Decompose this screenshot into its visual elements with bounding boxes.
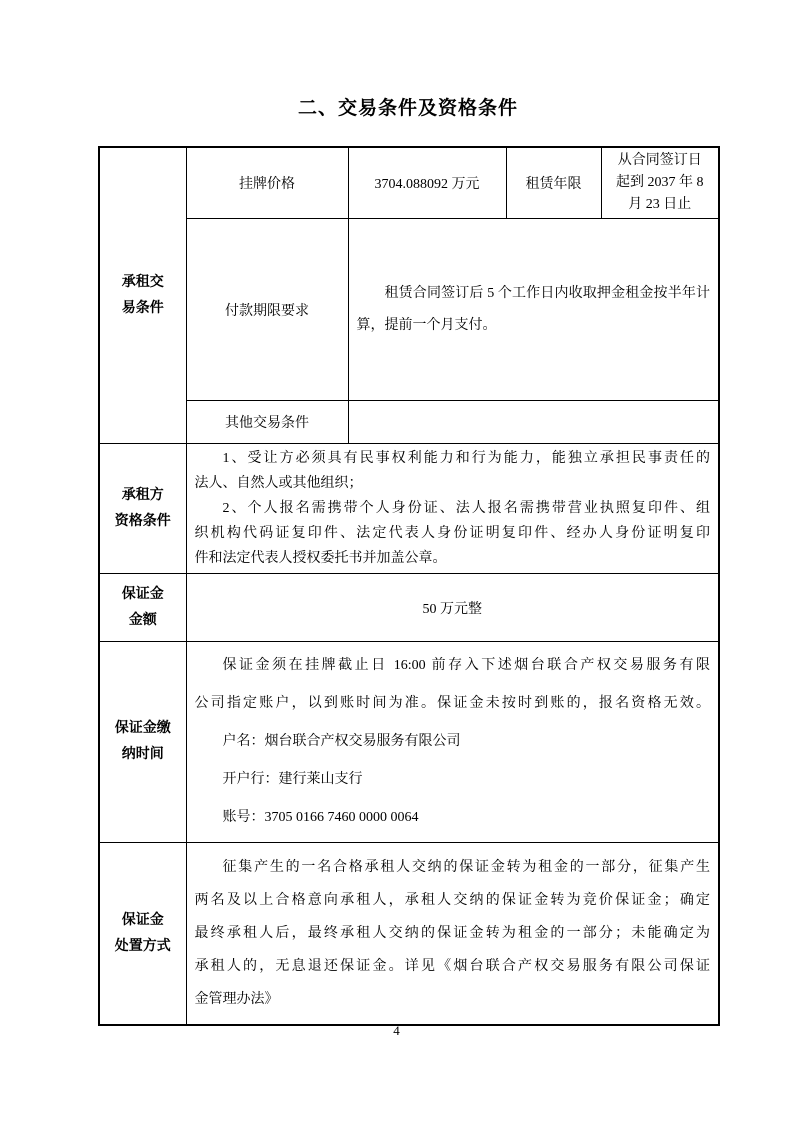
qualification-line3: 2、个人报名需携带个人身份证、法人报名需携带营业执照复印件、组 <box>222 501 710 516</box>
cell-deposit-payment-label <box>99 642 186 843</box>
row-listing-price <box>99 147 719 219</box>
qualification-line5: 件和法定代表人授权委托书并加盖公章。 <box>194 551 447 566</box>
cell-deposit-disposal-value <box>186 843 719 1026</box>
qualification-line2: 法人、自然人或其他组织； <box>194 476 363 491</box>
deposit-payment-bank: 开户行：建行莱山支行 <box>222 772 363 787</box>
cell-payment-term-value <box>348 219 719 401</box>
qualification-label-line1: 承租方 <box>121 487 164 503</box>
lease-term-line3: 月 23 日止 <box>628 197 692 212</box>
qualification-line1: 1、受让方必须具有民事权利能力和行为能力，能独立承担民事责任的 <box>222 451 710 466</box>
deposit-payment-account-number: 账号：3705 0166 7460 0000 0064 <box>222 810 419 825</box>
deposit-disposal-label-line1: 保证金 <box>121 912 164 928</box>
section-title: 二、交易条件及资格条件 <box>297 98 518 119</box>
deposit-disposal-line5: 金管理办法》 <box>194 992 279 1007</box>
qualification-label-line2: 资格条件 <box>114 513 171 529</box>
row-other-conditions <box>99 401 719 444</box>
cell-listing-price-label: 挂牌价格 <box>186 147 348 219</box>
row-deposit-amount <box>99 574 719 642</box>
lease-group-label-line2: 易条件 <box>121 300 164 316</box>
deposit-disposal-line1: 征集产生的一名合格承租人交纳的保证金转为租金的一部分，征集产生 <box>222 860 710 875</box>
row-deposit-payment <box>99 642 719 843</box>
page-number: 4 <box>393 1023 400 1038</box>
deposit-payment-label-line1: 保证金缴 <box>114 721 171 736</box>
payment-term-line2: 算，提前一个月支付。 <box>356 317 497 333</box>
deposit-disposal-line2: 两名及以上合格意向承租人，承租人交纳的保证金转为竞价保证金；确定 <box>194 893 710 908</box>
deposit-payment-line2: 公司指定账户，以到账时间为准。保证金未按时到账的，报名资格无效。 <box>194 696 710 711</box>
deposit-disposal-line4: 承租人的，无息退还保证金。详见《烟台联合产权交易服务有限公司保证 <box>194 959 710 974</box>
deposit-payment-account-name: 户名：烟台联合产权交易服务有限公司 <box>222 734 461 749</box>
deposit-disposal-label-line2: 处置方式 <box>114 938 171 954</box>
cell-listing-price-value: 3704.088092 万元 <box>348 147 506 219</box>
cell-deposit-amount-label <box>99 574 186 642</box>
cell-lease-term-label: 租赁年限 <box>506 147 601 219</box>
conditions-table <box>98 146 720 1026</box>
cell-deposit-disposal-label <box>99 843 186 1026</box>
cell-qualification-value <box>186 444 719 574</box>
row-qualification <box>99 444 719 574</box>
deposit-payment-line1: 保证金须在挂牌截止日 16:00 前存入下述烟台联合产权交易服务有限 <box>222 658 710 673</box>
cell-qualification-label <box>99 444 186 574</box>
payment-term-line1: 租赁合同签订后 5 个工作日内收取押金租金按半年计 <box>384 285 710 301</box>
cell-lease-group-label <box>99 147 186 444</box>
deposit-amount-label-line1: 保证金 <box>121 586 164 602</box>
row-deposit-disposal <box>99 843 719 1026</box>
cell-other-conditions-label: 其他交易条件 <box>186 401 348 444</box>
cell-payment-term-label: 付款期限要求 <box>186 219 348 401</box>
cell-deposit-amount-value: 50 万元整 <box>186 574 719 642</box>
cell-other-conditions-value <box>348 401 719 444</box>
lease-term-line1: 从合同签订日 <box>617 153 702 168</box>
deposit-payment-label-line2: 纳时间 <box>121 747 164 762</box>
lease-group-label-line1: 承租交 <box>121 274 164 290</box>
cell-deposit-payment-value <box>186 642 719 843</box>
deposit-disposal-line3: 最终承租人后，最终承租人交纳的保证金转为租金的一部分；未能确定为 <box>194 926 710 941</box>
qualification-line4: 织机构代码证复印件、法定代表人身份证明复印件、经办人身份证明复印 <box>194 526 710 541</box>
cell-lease-term-value <box>601 147 719 219</box>
lease-term-line2: 起到 2037 年 8 <box>616 175 704 190</box>
row-payment-term <box>99 219 719 401</box>
deposit-amount-label-line2: 金额 <box>128 612 157 628</box>
